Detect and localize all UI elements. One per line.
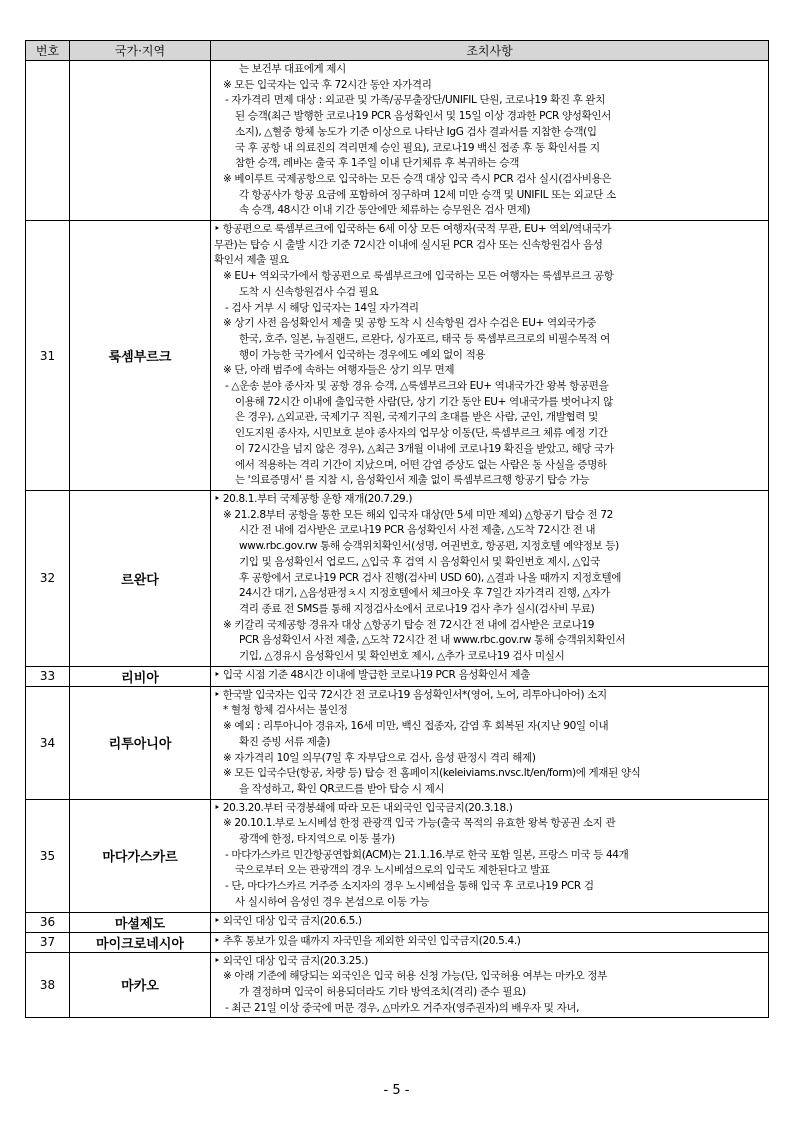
measure-line: 확진 증빙 서류 제출) <box>239 735 331 748</box>
measure-line: 시간 전 내에 검사받은 코로나19 PCR 음성확인서 사전 제출, △도착 72시간 전 내 <box>239 524 596 537</box>
measure-line: ※ 아래 기준에 해당되는 외국인은 입국 허용 신청 가능(단, 입국허용 여부는 마카오 정부 <box>223 970 607 983</box>
measures-table <box>25 40 769 1018</box>
measure-line: ※ 단, 아래 범주에 속하는 여행자들은 상기 의무 면제 <box>223 364 455 377</box>
measure-line: 에서 적용하는 격리 기간이 지났으며, 어떤 감염 증상도 없는 사람은 동 사실을 증명하 <box>235 458 607 471</box>
row-number: 34 <box>26 686 70 799</box>
table-row <box>26 61 769 221</box>
measure-line: 행이 가능한 국가에서 입국하는 경우에도 예외 없이 적용 <box>239 348 486 361</box>
measure-line: - 최근 21일 이상 중국에 머문 경우, △마카오 거주자(영주권자)의 배우자 및 자녀, <box>225 1001 580 1014</box>
measure-line: 을 작성하고, 확인 QR코드를 받아 탑승 시 제시 <box>239 782 445 795</box>
measure-line: 24시간 대기, △음성판정ㅊ시 지정호텔에서 체크아웃 후 7일간 자가격리 진행, △자가 <box>239 587 610 600</box>
measure-line: PCR 음성확인서 사전 제출, △도착 72시간 전 내 www.rbc.gov.rw 통해 승객위치확인서 <box>239 634 626 647</box>
measure-line: ※ 모든 입국자는 입국 후 72시간 동안 자가격리 <box>223 78 432 91</box>
measure-line: 는 '의료증명서' 를 지참 시, 음성확인서 제출 없이 룩셈부르크행 항공기 탑승 가능 <box>235 474 590 487</box>
measure-line: 국으로부터 오는 관광객의 경우 노시베섬으로의 입국도 제한된다고 발표 <box>235 864 550 877</box>
measure-line: 확인서 제출 필요 <box>214 254 289 267</box>
table-row <box>26 490 769 666</box>
table-row <box>26 686 769 799</box>
measure-line: 기입 및 음성확인서 업로드, △입국 후 검역 시 음성확인서 및 확인번호 제시, △입국 <box>239 555 600 568</box>
measures-text <box>211 799 769 912</box>
measure-line: ‣ 한국발 입국자는 입국 72시간 전 코로나19 음성확인서*(영어, 노어, 리투아니아어) 소지 <box>214 688 607 701</box>
measure-line: 이용해 72시간 이내에 출입국한 사람(단, 상기 기간 동안 EU+ 역내국가를 벗어나지 않 <box>235 395 613 408</box>
measures-text <box>211 932 769 952</box>
row-number: 31 <box>26 221 70 491</box>
measure-line: - 검사 거부 시 해당 입국자는 14일 자가격리 <box>225 301 419 314</box>
measure-line: ‣ 20.3.20.부터 국경봉쇄에 따라 모든 내외국인 입국금지(20.3.18.) <box>214 801 513 814</box>
country-name: 마이크로네시아 <box>70 932 211 952</box>
country-name: 룩셈부르크 <box>70 221 211 491</box>
measure-line: 참한 승객, 레바논 출국 후 1주일 이내 단기체류 후 복귀하는 승객 <box>235 157 520 170</box>
measure-line: ‣ 외국인 대상 입국 금지(20.3.25.) <box>214 954 369 967</box>
country-name: 리비아 <box>70 666 211 686</box>
measure-line: 속 승객, 48시간 이내 기간 동안에만 체류하는 승무원은 검사 면제) <box>239 204 531 217</box>
table-row <box>26 952 769 1018</box>
country-name: 르완다 <box>70 490 211 666</box>
row-number: 37 <box>26 932 70 952</box>
measure-line: 무관)는 탑승 시 출발 시간 기준 72시간 이내에 실시된 PCR 검사 또는 신속항원검사 음성 <box>214 238 603 251</box>
table-header-row <box>26 41 769 61</box>
measure-line: 사 실시하여 음성인 경우 본섬으로 이동 가능 <box>235 895 430 908</box>
measure-line: ※ 모든 입국수단(항공, 차량 등) 탑승 전 홈페이지(keleiviams.nvsc.lt/en/form)에 게재된 양식 <box>223 767 641 780</box>
measure-line: 이 72시간을 넘지 않은 경우), △최근 3개월 이내에 코로나19 확진을 받았고, 해당 국가 <box>235 442 614 455</box>
measure-line: ‣ 20.8.1.부터 국제공항 운항 재개(20.7.29.) <box>214 492 413 505</box>
measure-line: ※ 상기 사전 음성확인서 제출 및 공항 도착 시 신속항원 검사 수검은 EU+ 역외국가중 <box>223 317 596 330</box>
measure-line: 각 항공사가 항공 요금에 포함하여 징구하며 12세 미만 승객 및 UNIFIL 또는 외교단 소 <box>239 188 616 201</box>
measure-line: - 자가격리 면제 대상 : 외교관 및 가족/공무출장단/UNIFIL 단원, 코로나19 확진 후 완치 <box>225 94 606 107</box>
measure-line: ※ 21.2.8부터 공항을 통한 모든 해외 입국자 대상(만 5세 미만 제외) △항공기 탑승 전 72 <box>223 508 613 521</box>
measures-text <box>211 666 769 686</box>
measure-line: ※ 키갈리 국제공항 경유자 대상 △항공기 탑승 전 72시간 전 내에 검사받은 코로나19 <box>223 618 595 631</box>
measure-line: 한국, 호주, 일본, 뉴질랜드, 르완다, 싱가포르, 태국 등 룩셈부르크로의 비필수목적 여 <box>239 332 610 345</box>
measure-line: - 마다가스카르 민간항공연합회(ACM)는 21.1.16.부로 한국 포함 일본, 프랑스 미국 등 44개 <box>225 848 629 861</box>
measure-line: ※ EU+ 역외국가에서 항공편으로 룩셈부르크에 입국하는 모든 여행자는 룩셈부르크 공항 <box>223 270 614 283</box>
row-number: 32 <box>26 490 70 666</box>
country-name: 리투아니아 <box>70 686 211 799</box>
measure-line: 기입, △경유시 음성확인서 및 확인번호 제시, △추가 코로나19 검사 미실시 <box>239 650 565 663</box>
measure-line: 가 결정하며 입국이 허용되더라도 기타 방역조치(격리) 준수 필요) <box>239 985 526 998</box>
table-row <box>26 912 769 932</box>
row-number: 33 <box>26 666 70 686</box>
measures-text <box>211 686 769 799</box>
measure-line: ‣ 추후 통보가 있을 때까지 자국민을 제외한 외국인 입국금지(20.5.4.) <box>214 934 521 947</box>
table-body <box>26 61 769 1018</box>
measure-line: ※ 자가격리 10일 의무(7일 후 자부담으로 검사, 음성 판정시 격리 해제) <box>223 751 536 764</box>
measure-line: 국 후 공항 내 의료진의 격리면제 승인 필요), 코로나19 백신 접종 후 동 확인서를 지 <box>235 141 600 154</box>
measure-line: 격리 종료 전 SMS를 통해 지정검사소에서 코로나19 검사 추가 실시(검사비 무료) <box>239 602 595 615</box>
measure-line: - 단, 마다가스카르 거주증 소지자의 경우 노시베섬을 통해 입국 후 코로나19 PCR 검 <box>225 880 594 893</box>
measure-line: 후 공항에서 코로나19 PCR 검사 진행(검사비 USD 60), △결과 나올 때까지 지정호텔에 <box>239 571 622 584</box>
table-row <box>26 799 769 912</box>
table-row <box>26 666 769 686</box>
country-name: 마카오 <box>70 952 211 1018</box>
measure-line: ‣ 외국인 대상 입국 금지(20.6.5.) <box>214 914 362 927</box>
page-number: - 5 - <box>383 1083 410 1098</box>
country-name <box>70 61 211 221</box>
measures-text <box>211 912 769 932</box>
measures-text <box>211 490 769 666</box>
measure-line: 은 경우), △외교관, 국제기구 직원, 국제기구의 초대를 받은 사람, 군인, 개발협력 및 <box>235 411 598 424</box>
row-number: 36 <box>26 912 70 932</box>
measure-line: ‣ 항공편으로 룩셈부르크에 입국하는 6세 이상 모든 여행자(국적 무관, EU+ 역외/역내국가 <box>214 223 612 236</box>
header-country: 국가·지역 <box>70 41 211 61</box>
row-number: 38 <box>26 952 70 1018</box>
measure-line: ※ 베이루트 국제공항으로 입국하는 모든 승객 대상 입국 즉시 PCR 검사 실시(검사비용은 <box>223 172 612 185</box>
measure-line: 된 승객(최근 발행한 코로나19 PCR 음성확인서 및 15일 이상 경과한 PCR 양성확인서 <box>235 110 611 123</box>
header-number: 번호 <box>26 41 70 61</box>
measures-text <box>211 221 769 491</box>
measure-line: ※ 20.10.1.부로 노시베섬 한정 관광객 입국 가능(출국 목적의 유효한 왕복 항공권 소지 관 <box>223 817 616 830</box>
measure-line: - △운송 분야 종사자 및 공항 경유 승객, △룩셈부르크와 EU+ 역내국가간 왕복 항공편을 <box>225 380 609 393</box>
row-number <box>26 61 70 221</box>
country-name: 마다가스카르 <box>70 799 211 912</box>
measure-line: 인도지원 종사자, 시민보호 분야 종사자의 업무상 이동(단, 룩셈부르크 체류 예정 기간 <box>235 427 608 440</box>
row-number: 35 <box>26 799 70 912</box>
measure-line: 소지), △혈중 항체 농도가 기준 이상으로 나타난 IgG 검사 결과서를 지참한 승객(입 <box>235 125 597 138</box>
measure-line: www.rbc.gov.rw 통해 승객위치확인서(성명, 여권번호, 항공편, 지정호텔 예약정보 등) <box>239 540 619 553</box>
measure-line: 는 보건부 대표에게 제시 <box>239 63 346 75</box>
measures-text <box>211 952 769 1018</box>
country-name: 마셜제도 <box>70 912 211 932</box>
measure-line: ※ 예외 : 리투아니아 경유자, 16세 미만, 백신 접종자, 감염 후 회복된 자(지난 90일 이내 <box>223 720 609 733</box>
measure-line: ‣ 입국 시점 기준 48시간 이내에 발급한 코로나19 PCR 음성확인서 제출 <box>214 668 530 681</box>
measures-text <box>211 61 769 221</box>
measure-line: * 혈청 항체 검사서는 불인정 <box>223 704 348 717</box>
measure-line: 광객에 한정, 타지역으로 이동 불가) <box>239 833 395 846</box>
table-row <box>26 221 769 491</box>
header-measures: 조치사항 <box>211 41 769 61</box>
measure-line: 도착 시 신속항원검사 수검 필요 <box>239 285 379 298</box>
table-row <box>26 932 769 952</box>
